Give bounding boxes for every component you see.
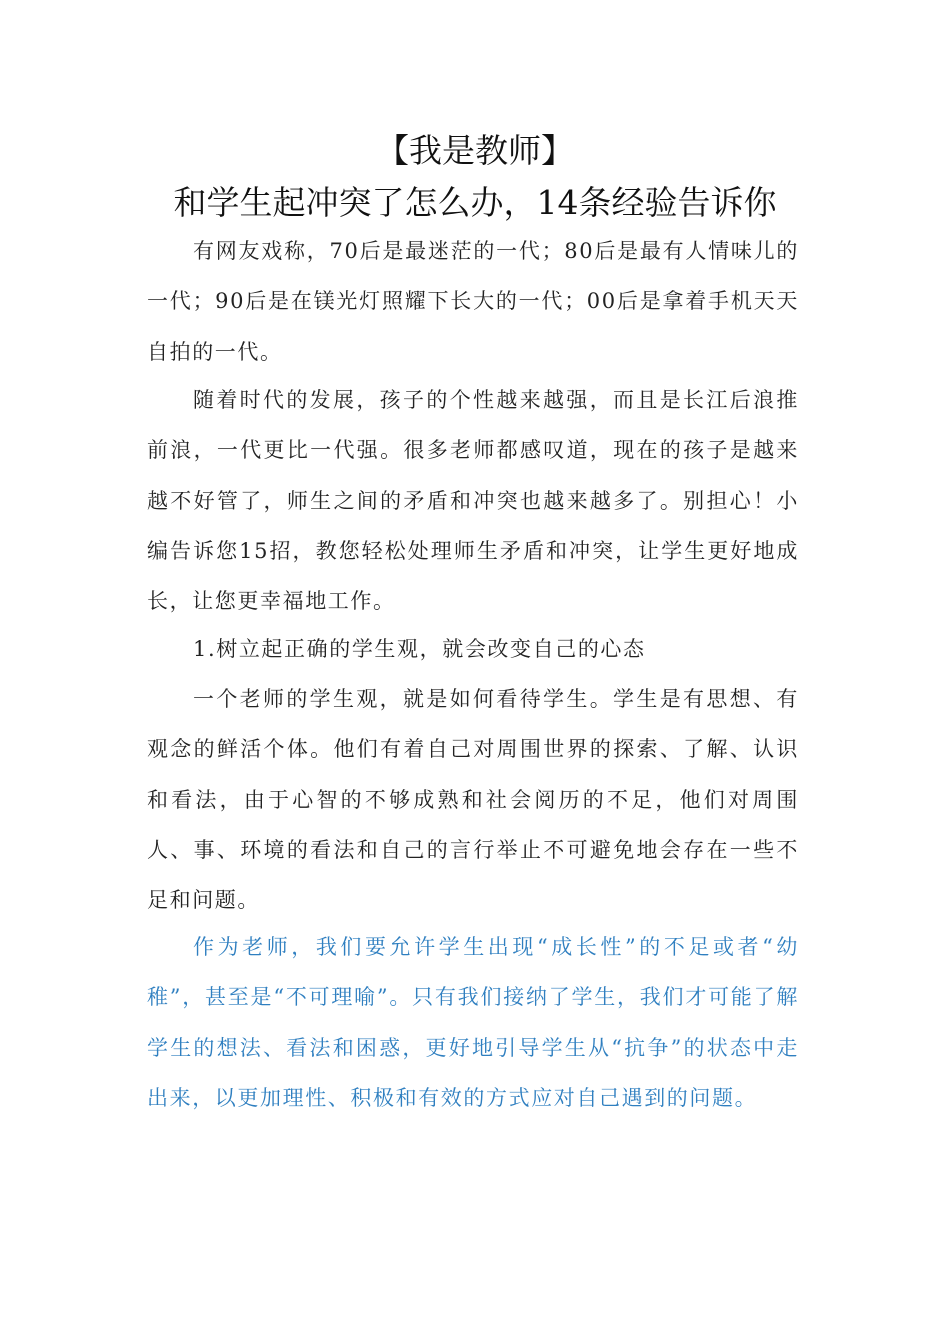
paragraph-context: 随着时代的发展，孩子的个性越来越强，而且是长江后浪推前浪，一代更比一代强。很多老师都感叹道，现在的孩子是越来越不好管了，师生之间的矛盾和冲突也越来越多了。别担心！小编告诉您15招，教您轻松处理师生矛盾和冲突，让学生更好地成长，让您更幸福地工作。	[147, 388, 799, 614]
document-title-tag: 【我是教师】	[376, 131, 574, 170]
paragraph-intro: 有网友戏称，70后是最迷茫的一代；80后是最有人情味儿的一代；90后是在镁光灯照耀下长大的一代；00后是拿着手机天天自拍的一代。	[147, 239, 799, 364]
section-heading-1: 1.树立起正确的学生观，就会改变自己的心态	[193, 637, 646, 661]
document-title: 和学生起冲突了怎么办，14条经验告诉你	[173, 183, 777, 222]
paragraph-highlight: 作为老师，我们要允许学生出现“成长性”的不足或者“幼稚”，甚至是“不可理喻”。只有我们接纳了学生，我们才可能了解学生的想法、看法和困惑，更好地引导学生从“抗争”的状态中走出来，以更加理性、积极和有效的方式应对自己遇到的问题。	[147, 935, 799, 1110]
paragraph-student-view: 一个老师的学生观，就是如何看待学生。学生是有思想、有观念的鲜活个体。他们有着自己对周围世界的探索、了解、认识和看法，由于心智的不够成熟和社会阅历的不足，他们对周围人、事、环境的看法和自己的言行举止不可避免地会存在一些不足和问题。	[147, 687, 799, 913]
